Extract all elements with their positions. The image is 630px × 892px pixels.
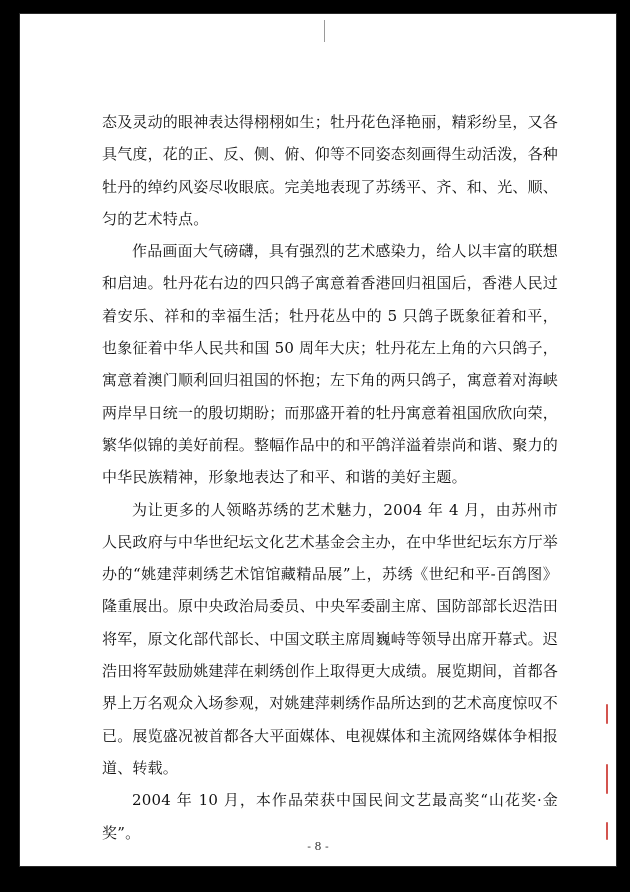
document-page — [20, 14, 616, 866]
scan-mark — [606, 822, 608, 840]
scan-mark — [606, 764, 608, 794]
paragraph: 作品画面大气磅礴，具有强烈的艺术感染力，给人以丰富的联想和启迪。牡丹花右边的四只鸽子寓意着香港回归祖国后，香港人民过着安乐、祥和的幸福生活；牡丹花丛中的 5 只鸽子既象征着和平，也象征着中华人民共和国 50 周年大庆；牡丹花左上角的六只鸽子，寓意着澳门顺利回归祖国的怀抱；左下角的两只鸽子，寓意着对海峡两岸早日统一的殷切期盼；而那盛开着的牡丹寓意着祖国欣欣向荣，繁华似锦的美好前程。整幅作品中的和平鸽洋溢着崇尚和谐、聚力的中华民族精神，形象地表达了和平、和谐的美好主题。 — [102, 242, 559, 487]
paragraph: 为让更多的人领略苏绣的艺术魅力，2004 年 4 月，由苏州市人民政府与中华世纪坛文化艺术基金会主办，在中华世纪坛东方厅举办的“姚建萍刺绣艺术馆馆藏精品展”上，苏绣《世纪和平-百鸽图》隆重展出。原中央政治局委员、中央军委副主席、国防部部长迟浩田将军，原文化部代部长、中国文联主席周巍峙等领导出席开幕式。迟浩田将军鼓励姚建萍在刺绣创作上取得更大成绩。展览期间，首都各界上万名观众入场参观，对姚建萍刺绣作品所达到的艺术高度惊叹不已。展览盛况被首都各大平面媒体、电视媒体和主流网络媒体争相报道、转载。 — [102, 500, 559, 777]
paragraph: 态及灵动的眼神表达得栩栩如生；牡丹花色泽艳丽，精彩纷呈，又各具气度，花的正、反、侧、俯、仰等不同姿态刻画得生动活泼，各种牡丹的绰约风姿尽收眼底。完美地表现了苏绣平、齐、和、光、顺、匀的艺术特点。 — [102, 113, 559, 228]
paragraph: 2004 年 10 月，本作品荣获中国民间文艺最高奖“山花奖·金奖”。 — [102, 791, 558, 842]
binding-mark — [324, 20, 325, 42]
body-text — [102, 106, 558, 849]
scan-edge-marks — [606, 704, 612, 854]
page-number: - 8 - — [307, 840, 329, 853]
scan-mark — [606, 704, 608, 724]
